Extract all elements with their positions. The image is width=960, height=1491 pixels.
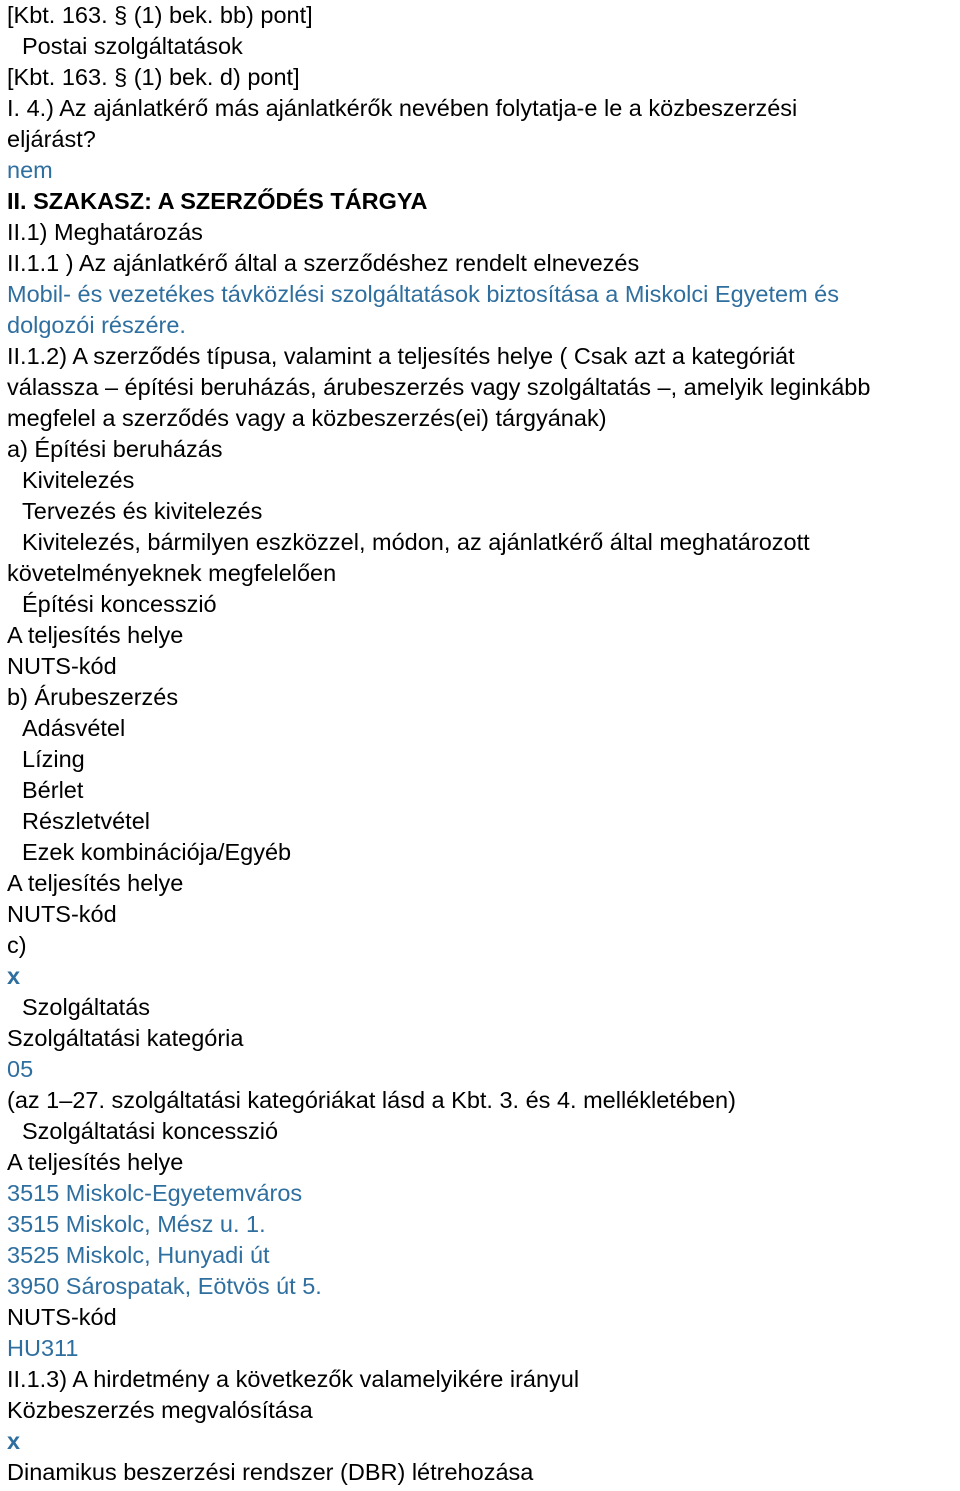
option-label: Adásvétel <box>22 715 126 741</box>
option-label: Szolgáltatási koncesszió <box>22 1118 279 1144</box>
answer-value: 3950 Sárospatak, Eötvös út 5. <box>7 1273 322 1299</box>
subsection-heading: II.1) Meghatározás <box>7 219 203 245</box>
field-label: A teljesítés helye <box>7 1149 184 1175</box>
option-label: Postai szolgáltatások <box>22 33 243 59</box>
option-label: Lízing <box>22 746 85 772</box>
note-text: (az 1–27. szolgáltatási kategóriákat lásd a Kbt. 3. és 4. mellékletében) <box>7 1087 736 1113</box>
field-label: NUTS-kód <box>7 653 117 679</box>
legal-reference: [Kbt. 163. § (1) bek. d) pont] <box>7 64 300 90</box>
field-label: II.1.1 ) Az ajánlatkérő által a szerződéshez rendelt elnevezés <box>7 250 640 276</box>
category-label: b) Árubeszerzés <box>7 684 179 710</box>
field-label: II.1.3) A hirdetmény a következők valamelyikére irányul <box>7 1366 580 1392</box>
option-label: Szolgáltatás <box>22 994 151 1020</box>
field-label: A teljesítés helye <box>7 622 184 648</box>
legal-reference: [Kbt. 163. § (1) bek. bb) pont] <box>7 2 313 28</box>
option-label: Kivitelezés <box>22 467 135 493</box>
selected-mark: x <box>7 1428 21 1454</box>
answer-value: nem <box>7 157 53 183</box>
option-label: Ezek kombinációja/Egyéb <box>22 839 292 865</box>
option-label: Bérlet <box>22 777 84 803</box>
answer-value: 3515 Miskolc-Egyetemváros <box>7 1180 303 1206</box>
section-heading: II. SZAKASZ: A SZERZŐDÉS TÁRGYA <box>7 188 428 214</box>
selected-mark: x <box>7 963 21 989</box>
option-label: követelményeknek megfelelően <box>7 560 337 586</box>
field-label: megfelel a szerződés vagy a közbeszerzés(ei) tárgyának) <box>7 405 607 431</box>
category-label: a) Építési beruházás <box>7 436 223 462</box>
question-text: eljárást? <box>7 126 96 152</box>
field-label: II.1.2) A szerződés típusa, valamint a teljesítés helye ( Csak azt a kategóriát <box>7 343 795 369</box>
option-label: Kivitelezés, bármilyen eszközzel, módon, az ajánlatkérő által meghatározott <box>22 529 810 555</box>
answer-value: Mobil- és vezetékes távközlési szolgáltatások biztosítása a Miskolci Egyetem és <box>7 281 839 307</box>
answer-value: 3515 Miskolc, Mész u. 1. <box>7 1211 266 1237</box>
answer-value: HU311 <box>7 1335 79 1361</box>
option-label: Tervezés és kivitelezés <box>22 498 263 524</box>
category-label: c) <box>7 932 27 958</box>
answer-value: dolgozói részére. <box>7 312 186 338</box>
field-label: A teljesítés helye <box>7 870 184 896</box>
option-label: Dinamikus beszerzési rendszer (DBR) létrehozása <box>7 1459 534 1485</box>
field-label: NUTS-kód <box>7 1304 117 1330</box>
question-text: I. 4.) Az ajánlatkérő más ajánlatkérők nevében folytatja-e le a közbeszerzési <box>7 95 798 121</box>
field-label: NUTS-kód <box>7 901 117 927</box>
field-label: Szolgáltatási kategória <box>7 1025 244 1051</box>
field-label: válassza – építési beruházás, árubeszerzés vagy szolgáltatás –, amelyik leginkább <box>7 374 871 400</box>
option-label: Részletvétel <box>22 808 150 834</box>
option-label: Építési koncesszió <box>22 591 217 617</box>
answer-value: 05 <box>7 1056 34 1082</box>
option-label: Közbeszerzés megvalósítása <box>7 1397 313 1423</box>
answer-value: 3525 Miskolc, Hunyadi út <box>7 1242 270 1268</box>
